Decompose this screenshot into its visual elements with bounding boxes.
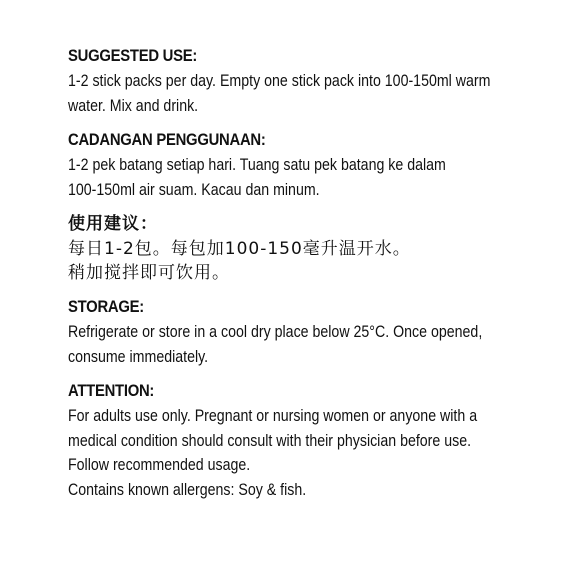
suggested-use-heading: SUGGESTED USE:	[68, 47, 198, 65]
storage-section	[68, 295, 578, 369]
attention-line: Follow recommended usage.	[68, 456, 251, 474]
attention-heading: ATTENTION:	[68, 382, 155, 400]
storage-line: consume immediately.	[68, 347, 209, 366]
chinese-usage-section	[68, 212, 578, 285]
cadangan-line: 100-150ml air suam. Kacau dan minum.	[68, 180, 320, 199]
chinese-usage-line: 每日1-2包。每包加100-150毫升温开水。	[68, 239, 411, 259]
suggested-use-line: water. Mix and drink.	[68, 96, 199, 115]
storage-line: Refrigerate or store in a cool dry place below 25°C. Once opened,	[68, 323, 483, 341]
attention-line: medical condition should consult with their physician before use.	[68, 431, 472, 450]
cadangan-heading: CADANGAN PENGGUNAAN:	[68, 131, 266, 149]
spacer	[68, 369, 578, 379]
cadangan-line: 1-2 pek batang setiap hari. Tuang satu pek batang ke dalam	[68, 156, 446, 174]
suggested-use-line: 1-2 stick packs per day. Empty one stick pack into 100-150ml warm	[68, 72, 491, 90]
storage-heading: STORAGE:	[68, 298, 144, 316]
cadangan-section	[68, 128, 578, 202]
attention-line: For adults use only. Pregnant or nursing women or anyone with a	[68, 407, 478, 425]
chinese-usage-line: 稍加搅拌即可饮用。	[68, 263, 230, 283]
attention-section	[68, 379, 578, 502]
attention-line: Contains known allergens: Soy & fish.	[68, 480, 307, 499]
spacer	[68, 118, 578, 128]
spacer	[68, 285, 578, 295]
label-text-panel	[68, 44, 578, 502]
suggested-use-section	[68, 44, 578, 118]
chinese-usage-heading: 使用建议：	[68, 214, 158, 234]
spacer	[68, 202, 578, 212]
